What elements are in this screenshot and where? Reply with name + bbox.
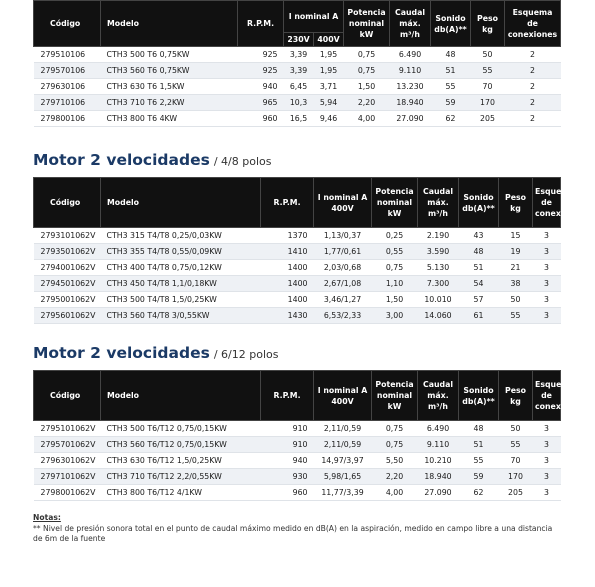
cell-model: CTH3 630 T6/T12 1,5/0,25KW [101, 453, 261, 469]
cell-code: 2795701062V [34, 437, 101, 453]
motor-table-4-8-polos [33, 177, 585, 324]
cell-rpm: 1370 [261, 228, 314, 244]
header-current-400v: 400V [314, 33, 344, 47]
cell-code: 2797101062V [34, 469, 101, 485]
cell-rpm: 925 [238, 47, 284, 63]
cell-flow: 27.090 [418, 485, 459, 501]
cell-power: 4,00 [344, 111, 390, 127]
cell-weight: 55 [499, 437, 533, 453]
cell-code: 279510106 [34, 47, 101, 63]
cell-sound: 55 [431, 79, 471, 95]
header-model: Modelo [101, 1, 238, 47]
cell-flow: 10.010 [418, 292, 459, 308]
cell-power: 0,75 [344, 47, 390, 63]
cell-scheme: 2 [505, 63, 561, 79]
cell-flow: 13.230 [390, 79, 431, 95]
cell-current: 6,53/2,33 [314, 308, 372, 324]
header-flow: Caudal máx. m³/h [418, 371, 459, 421]
cell-flow: 10.210 [418, 453, 459, 469]
notes-text: ** Nivel de presión sonora total en el punto de caudal máximo medido en dB(A) en la aspiración, medido en campo libre a una distancia de 6m de la fuente [33, 523, 553, 543]
cell-rpm: 1430 [261, 308, 314, 324]
cell-rpm: 910 [261, 437, 314, 453]
cell-power: 0,75 [372, 437, 418, 453]
cell-scheme: 3 [533, 469, 561, 485]
cell-power: 0,75 [344, 63, 390, 79]
header-sound: Sonido db(A)** [431, 1, 471, 47]
cell-weight: 50 [499, 292, 533, 308]
cell-weight: 15 [499, 228, 533, 244]
cell-weight: 38 [499, 276, 533, 292]
header-rpm: R.P.M. [238, 1, 284, 47]
cell-weight: 205 [471, 111, 505, 127]
motor-table-6-12-polos [33, 370, 585, 501]
cell-sound: 51 [459, 437, 499, 453]
cell-scheme: 3 [533, 260, 561, 276]
cell-current: 2,03/0,68 [314, 260, 372, 276]
cell-flow: 6.490 [390, 47, 431, 63]
cell-code: 2794001062V [34, 260, 101, 276]
cell-power: 1,50 [344, 79, 390, 95]
table-row [34, 308, 561, 324]
table-row [34, 421, 561, 437]
cell-model: CTH3 560 T4/T8 3/0,55KW [101, 308, 261, 324]
table-row [34, 63, 561, 79]
cell-model: CTH3 800 T6 4KW [101, 111, 238, 127]
cell-rpm: 1400 [261, 292, 314, 308]
cell-scheme: 3 [533, 276, 561, 292]
cell-rpm: 1400 [261, 276, 314, 292]
cell-flow: 18.940 [390, 95, 431, 111]
table-row [34, 95, 561, 111]
cell-weight: 50 [471, 47, 505, 63]
cell-weight: 21 [499, 260, 533, 276]
table-row [34, 437, 561, 453]
cell-code: 279710106 [34, 95, 101, 111]
cell-code: 2798001062V [34, 485, 101, 501]
header-current: I nominal A 400V [314, 371, 372, 421]
header-model: Modelo [101, 178, 261, 228]
cell-weight: 170 [499, 469, 533, 485]
cell-model: CTH3 400 T4/T8 0,75/0,12KW [101, 260, 261, 276]
cell-power: 0,75 [372, 421, 418, 437]
cell-current: 1,77/0,61 [314, 244, 372, 260]
cell-code: 2793101062V [34, 228, 101, 244]
cell-current: 2,11/0,59 [314, 421, 372, 437]
cell-scheme: 3 [533, 485, 561, 501]
cell-current: 2,11/0,59 [314, 437, 372, 453]
header-scheme: Esquema de conexiones [533, 371, 561, 421]
header-rpm: R.P.M. [261, 178, 314, 228]
header-code: Código [34, 1, 101, 47]
cell-i400: 9,46 [314, 111, 344, 127]
cell-sound: 43 [459, 228, 499, 244]
header-power: Potencia nominal kW [372, 178, 418, 228]
cell-scheme: 3 [533, 437, 561, 453]
table-row [34, 260, 561, 276]
cell-model: CTH3 500 T6/T12 0,75/0,15KW [101, 421, 261, 437]
header-scheme: Esquema de conexiones [505, 1, 561, 47]
cell-rpm: 965 [238, 95, 284, 111]
table-row [34, 485, 561, 501]
cell-scheme: 3 [533, 453, 561, 469]
motor-table-6-polos [33, 0, 561, 127]
notes [33, 513, 563, 545]
cell-rpm: 940 [238, 79, 284, 95]
table-row [34, 276, 561, 292]
cell-current: 1,13/0,37 [314, 228, 372, 244]
cell-model: CTH3 560 T6/T12 0,75/0,15KW [101, 437, 261, 453]
header-current-230v: 230V [284, 33, 314, 47]
cell-power: 4,00 [372, 485, 418, 501]
cell-current: 3,46/1,27 [314, 292, 372, 308]
cell-current: 14,97/3,97 [314, 453, 372, 469]
cell-sound: 57 [459, 292, 499, 308]
cell-scheme: 3 [533, 308, 561, 324]
cell-code: 279800106 [34, 111, 101, 127]
cell-scheme: 3 [533, 244, 561, 260]
header-code: Código [34, 178, 101, 228]
cell-i230: 3,39 [284, 63, 314, 79]
cell-power: 5,50 [372, 453, 418, 469]
cell-code: 2794501062V [34, 276, 101, 292]
cell-flow: 3.590 [418, 244, 459, 260]
cell-flow: 5.130 [418, 260, 459, 276]
section-title: Motor 2 velocidades [33, 151, 210, 169]
cell-i230: 16,5 [284, 111, 314, 127]
table-row [34, 469, 561, 485]
cell-sound: 54 [459, 276, 499, 292]
cell-scheme: 3 [533, 421, 561, 437]
cell-rpm: 1400 [261, 260, 314, 276]
cell-model: CTH3 800 T6/T12 4/1KW [101, 485, 261, 501]
cell-weight: 205 [499, 485, 533, 501]
cell-flow: 7.300 [418, 276, 459, 292]
cell-sound: 51 [431, 63, 471, 79]
cell-model: CTH3 355 T4/T8 0,55/0,09KW [101, 244, 261, 260]
cell-flow: 2.190 [418, 228, 459, 244]
cell-sound: 48 [459, 421, 499, 437]
header-weight: Peso kg [471, 1, 505, 47]
cell-scheme: 3 [533, 228, 561, 244]
cell-weight: 70 [471, 79, 505, 95]
header-code: Código [34, 371, 101, 421]
cell-flow: 14.060 [418, 308, 459, 324]
table-row [34, 79, 561, 95]
cell-power: 0,55 [372, 244, 418, 260]
cell-code: 279570106 [34, 63, 101, 79]
cell-scheme: 2 [505, 79, 561, 95]
header-rpm: R.P.M. [261, 371, 314, 421]
cell-rpm: 930 [261, 469, 314, 485]
cell-weight: 50 [499, 421, 533, 437]
cell-current: 5,98/1,65 [314, 469, 372, 485]
cell-sound: 62 [431, 111, 471, 127]
cell-rpm: 940 [261, 453, 314, 469]
cell-model: CTH3 560 T6 0,75KW [101, 63, 238, 79]
table-row [34, 228, 561, 244]
cell-current: 2,67/1,08 [314, 276, 372, 292]
cell-i230: 3,39 [284, 47, 314, 63]
cell-power: 0,25 [372, 228, 418, 244]
table2-body [34, 228, 561, 324]
cell-weight: 55 [499, 308, 533, 324]
cell-power: 3,00 [372, 308, 418, 324]
cell-model: CTH3 500 T4/T8 1,5/0,25KW [101, 292, 261, 308]
notes-title: Notas: [33, 513, 61, 522]
cell-sound: 51 [459, 260, 499, 276]
cell-model: CTH3 500 T6 0,75KW [101, 47, 238, 63]
table1-body [34, 47, 561, 127]
cell-i400: 3,71 [314, 79, 344, 95]
header-power: Potencia nominal kW [344, 1, 390, 47]
cell-rpm: 925 [238, 63, 284, 79]
section-heading [33, 151, 271, 169]
cell-model: CTH3 315 T4/T8 0,25/0,03KW [101, 228, 261, 244]
cell-sound: 61 [459, 308, 499, 324]
cell-power: 2,20 [344, 95, 390, 111]
cell-scheme: 2 [505, 95, 561, 111]
cell-i400: 1,95 [314, 63, 344, 79]
cell-flow: 9.110 [418, 437, 459, 453]
cell-sound: 55 [459, 453, 499, 469]
cell-weight: 170 [471, 95, 505, 111]
cell-rpm: 960 [261, 485, 314, 501]
header-weight: Peso kg [499, 178, 533, 228]
table-row [34, 47, 561, 63]
cell-scheme: 3 [533, 292, 561, 308]
header-model: Modelo [101, 371, 261, 421]
header-current: I nominal A [284, 1, 344, 33]
header-power: Potencia nominal kW [372, 371, 418, 421]
cell-sound: 62 [459, 485, 499, 501]
cell-sound: 59 [431, 95, 471, 111]
cell-power: 1,10 [372, 276, 418, 292]
section-heading [33, 344, 278, 362]
cell-code: 2795101062V [34, 421, 101, 437]
cell-weight: 70 [499, 453, 533, 469]
cell-rpm: 960 [238, 111, 284, 127]
header-sound: Sonido db(A)** [459, 371, 499, 421]
section-subtitle: / 4/8 polos [213, 155, 272, 168]
cell-power: 1,50 [372, 292, 418, 308]
cell-current: 11,77/3,39 [314, 485, 372, 501]
cell-code: 2793501062V [34, 244, 101, 260]
header-flow: Caudal máx. m³/h [390, 1, 431, 47]
cell-flow: 6.490 [418, 421, 459, 437]
section-subtitle: / 6/12 polos [213, 348, 279, 361]
cell-code: 2795601062V [34, 308, 101, 324]
table-row [34, 292, 561, 308]
cell-i230: 10,3 [284, 95, 314, 111]
table3-body [34, 421, 561, 501]
cell-weight: 19 [499, 244, 533, 260]
cell-model: CTH3 450 T4/T8 1,1/0,18KW [101, 276, 261, 292]
cell-power: 0,75 [372, 260, 418, 276]
cell-sound: 48 [459, 244, 499, 260]
table-row [34, 453, 561, 469]
section-title: Motor 2 velocidades [33, 344, 210, 362]
header-scheme: Esquema de conexiones [533, 178, 561, 228]
table-row [34, 244, 561, 260]
cell-model: CTH3 710 T6/T12 2,2/0,55KW [101, 469, 261, 485]
header-current: I nominal A 400V [314, 178, 372, 228]
cell-i400: 1,95 [314, 47, 344, 63]
cell-sound: 48 [431, 47, 471, 63]
cell-model: CTH3 710 T6 2,2KW [101, 95, 238, 111]
cell-flow: 18.940 [418, 469, 459, 485]
header-weight: Peso kg [499, 371, 533, 421]
cell-sound: 59 [459, 469, 499, 485]
header-sound: Sonido db(A)** [459, 178, 499, 228]
cell-i400: 5,94 [314, 95, 344, 111]
header-flow: Caudal máx. m³/h [418, 178, 459, 228]
cell-code: 2796301062V [34, 453, 101, 469]
cell-rpm: 910 [261, 421, 314, 437]
cell-weight: 55 [471, 63, 505, 79]
cell-model: CTH3 630 T6 1,5KW [101, 79, 238, 95]
cell-i230: 6,45 [284, 79, 314, 95]
cell-flow: 9.110 [390, 63, 431, 79]
cell-power: 2,20 [372, 469, 418, 485]
cell-code: 279630106 [34, 79, 101, 95]
cell-flow: 27.090 [390, 111, 431, 127]
cell-rpm: 1410 [261, 244, 314, 260]
table-row [34, 111, 561, 127]
cell-scheme: 2 [505, 111, 561, 127]
cell-code: 2795001062V [34, 292, 101, 308]
cell-scheme: 2 [505, 47, 561, 63]
